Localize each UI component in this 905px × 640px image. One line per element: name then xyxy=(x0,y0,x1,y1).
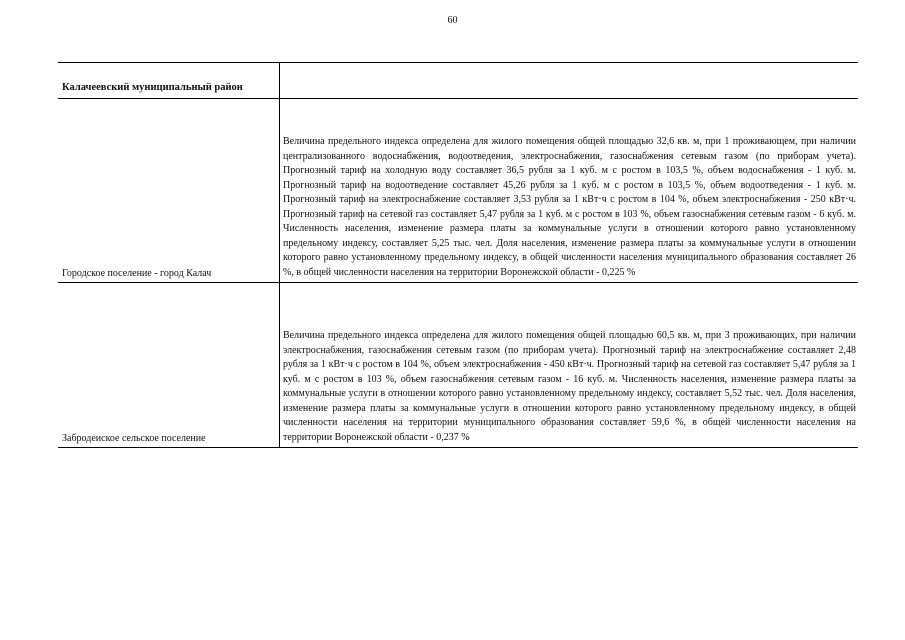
page-number: 60 xyxy=(447,15,458,26)
table-row xyxy=(58,99,858,283)
district-empty-cell xyxy=(280,63,859,99)
table-row-district xyxy=(58,63,858,99)
settlement-description: Величина предельного индекса определена для жилого помещения общей площадью 60,5 кв. м, при 3 проживающих, при наличии электроснабжения, газоснабжения сетевым газом (по приборам учета). Прогнозный тариф на электроснабжение составляет 2,48 рубля за 1 кВт·ч с ростом в 104 %, объем электроснабжения - 450 кВт·ч. Прогнозный тариф на сетевой газ составляет 5,47 рубля за 1 куб. м с ростом в 103 %, объем газоснабжения сетевым газом - 16 куб. м. Численность населения, изменение размера платы за коммунальные услуги в отношении которого равно установленному предельному индексу, составляет 5,52 тыс. чел. Доля населения, изменение размера платы за коммунальные услуги в отношении которого равно установленному предельному индексу, в общей численности населения на территории муниципального образования составляет 59,6 %, в общей численности населения на территории Воронежской области - 0,237 % xyxy=(280,283,859,448)
district-cell xyxy=(58,63,280,99)
district-title: Калачеевский муниципальный район xyxy=(62,82,243,93)
table-row xyxy=(58,283,858,448)
settlement-name: Забродеиское сельское поселение xyxy=(58,283,280,448)
settlement-name: Городское поселение - город Калач xyxy=(58,99,280,283)
index-table xyxy=(58,62,858,448)
settlement-description: Величина предельного индекса определена для жилого помещения общей площадью 32,6 кв. м, при 1 проживающем, при наличии централизованного водоснабжения, водоотведения, электроснабжения, газоснабжения сетевым газом (по приборам учета). Прогнозный тариф на холодную воду составляет 36,5 рубля за 1 куб. м с ростом в 103,5 %, объем водоснабжения - 1 куб. м. Прогнозный тариф на водоотведение составляет 45,26 рубля за 1 куб. м с ростом в 103,5 %, объем водоотведения - 1 куб. м. Прогнозный тариф на электроснабжение составляет 3,53 рубля за 1 кВт·ч с ростом в 104 %, объем электроснабжения - 250 кВт·ч. Прогнозный тариф на сетевой газ составляет 5,47 рубля за 1 куб. м с ростом в 103 %, объем газоснабжения сетевым газом - 6 куб. м. Численность населения, изменение размера платы за коммунальные услуги в отношении которого равно установленному предельному индексу, составляет 5,25 тыс. чел. Доля населения, изменение размера платы за коммунальные услуги в отношении которого равно установленному предельному индексу, в общей численности населения муниципального образования составляет 26 %, в общей численности населения на территории Воронежской области - 0,225 % xyxy=(280,99,859,283)
